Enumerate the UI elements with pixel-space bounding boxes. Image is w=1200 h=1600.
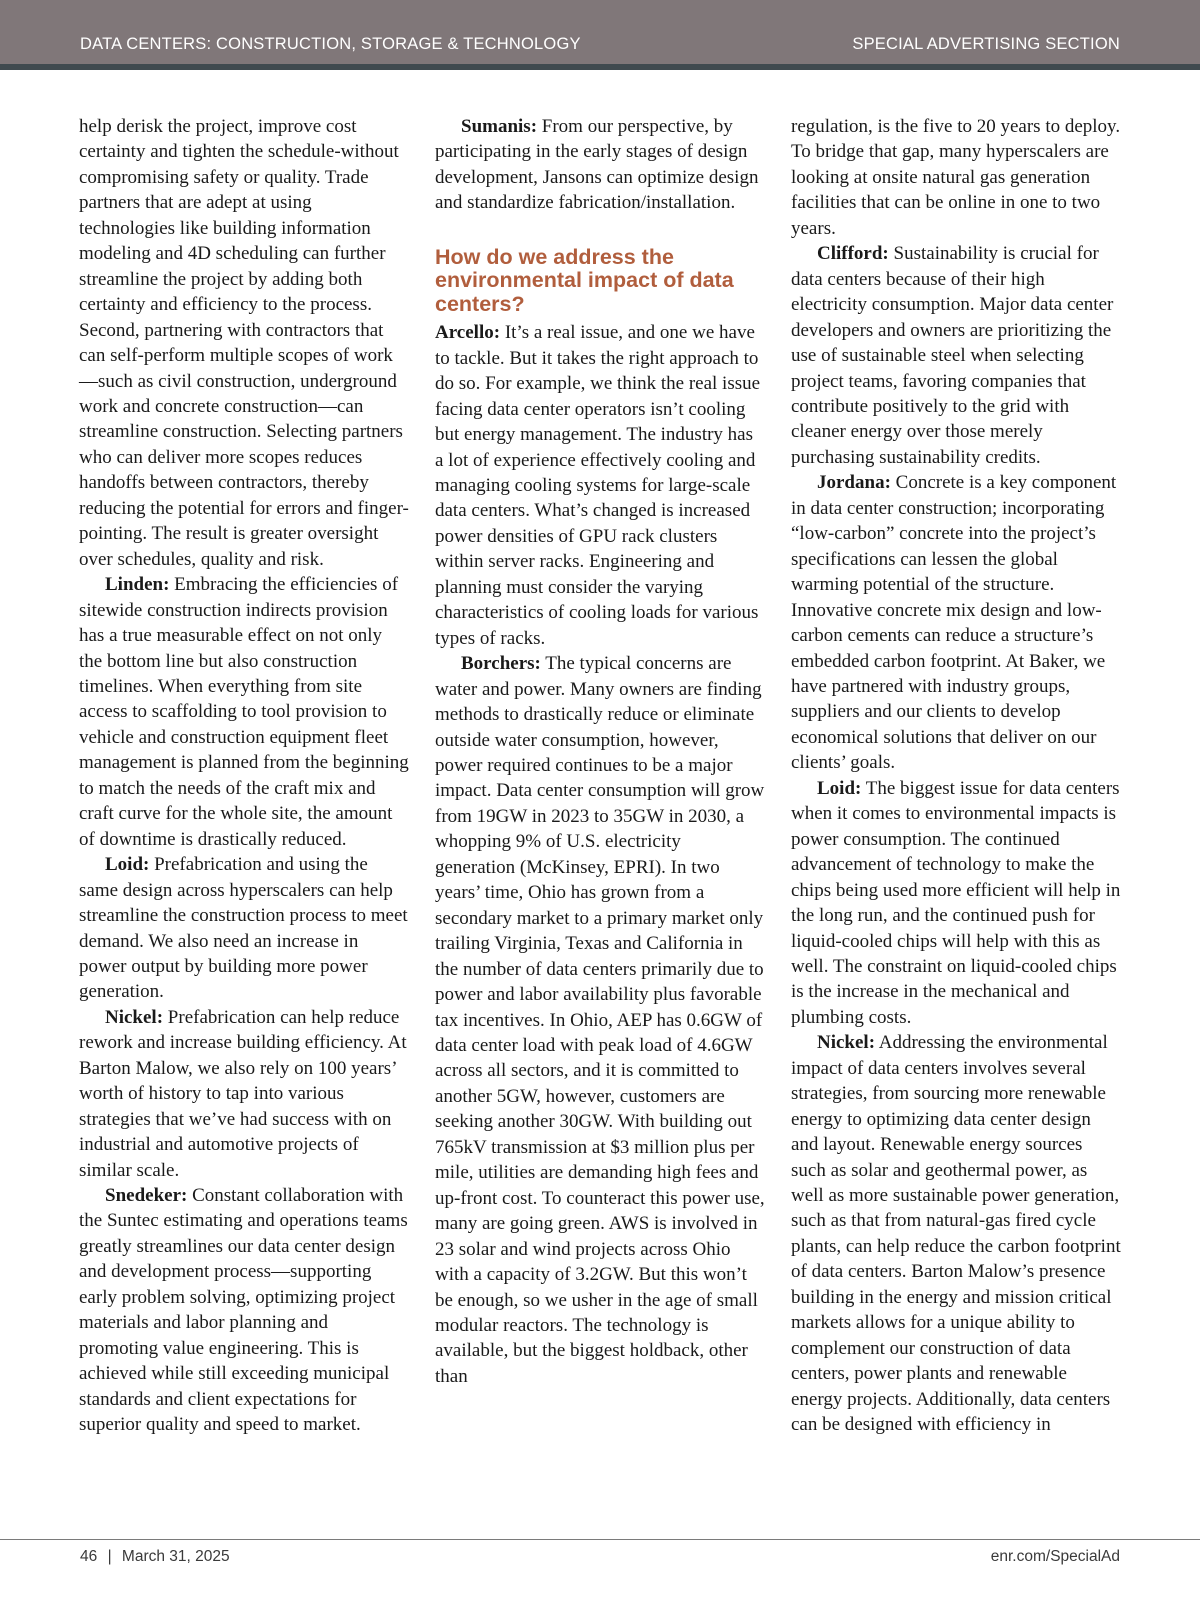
paragraph <box>79 1005 409 1183</box>
speaker-name: Borchers: <box>461 653 541 675</box>
section-title: DATA CENTERS: CONSTRUCTION, STORAGE & TECHNOLOGY <box>80 35 581 53</box>
paragraph-text: help derisk the project, improve cost certainty and tighten the schedule-without compromising safety or quality. Trade partners that are adept at using technologies like building information modeling and 4D scheduling can further streamline the project by adding both certainty and efficiency to the process. Second, partnering with contractors that can self-perform multiple scopes of work—such as civil construction, underground work and concrete construction—can streamline construction. Selecting partners who can deliver more scopes reduces handoffs between contractors, thereby reducing the potential for errors and finger-pointing. The result is greater oversight over schedules, quality and risk. <box>79 116 409 570</box>
paragraph-text: Prefabrication and using the same design across hyperscalers can help streamline the construction process to meet demand. We also need an increase in power output by building more power generation. <box>79 854 408 1003</box>
column-3 <box>791 114 1121 1438</box>
paragraph-text: Addressing the environmental impact of data centers involves several strategies, from sourcing more renewable energy to optimizing data center design and layout. Renewable energy sources such as solar and geothermal power, as well as more sustainable power generation, such as that from natural-gas fired cycle plants, can help reduce the carbon footprint of data centers. Barton Malow’s presence building in the energy and mission critical markets allows for a unique ability to complement our construction of data centers, power plants and renewable energy projects. Additionally, data centers can be designed with efficiency in <box>791 1032 1121 1436</box>
advertising-label: SPECIAL ADVERTISING SECTION <box>852 35 1120 53</box>
column-2 <box>435 114 765 1389</box>
paragraph <box>791 1030 1121 1437</box>
speaker-name: Linden: <box>105 574 170 596</box>
page-info <box>80 1548 230 1566</box>
paragraph <box>791 114 1121 241</box>
paragraph <box>79 1183 409 1438</box>
column-1 <box>79 114 409 1438</box>
paragraph-text: regulation, is the five to 20 years to deploy. To bridge that gap, many hyperscalers are looking at onsite natural gas generation facilities that can be online in one to two years. <box>791 116 1121 239</box>
header-divider <box>0 64 1200 70</box>
paragraph <box>79 572 409 852</box>
speaker-name: Nickel: <box>817 1032 876 1054</box>
paragraph <box>435 114 765 216</box>
paragraph <box>79 114 409 572</box>
footer-divider <box>0 1539 1200 1540</box>
paragraph-text: Concrete is a key component in data center construction; incorporating “low-carbon” concrete into the project’s specifications can lessen the global warming potential of the structure. Innovative concrete mix design and low-carbon cements can reduce a structure’s embedded carbon footprint. At Baker, we have partnered with industry groups, suppliers and our clients to develop economical solutions that deliver on our clients’ goals. <box>791 472 1117 774</box>
speaker-name: Loid: <box>817 777 862 799</box>
paragraph <box>79 852 409 1005</box>
speaker-name: Loid: <box>105 854 150 876</box>
speaker-name: Arcello: <box>435 322 501 344</box>
section-heading: How do we address the environmental impact of data centers? <box>435 244 734 316</box>
paragraph-text: The biggest issue for data centers when it comes to environmental impacts is power consumption. The continued advancement of technology to make the chips being used more efficient will help in the long run, and the continued push for liquid-cooled chips will help with this as well. The constraint on liquid-cooled chips is the increase in the mechanical and plumbing costs. <box>791 777 1121 1028</box>
paragraph-text: Constant collaboration with the Suntec estimating and operations teams greatly streamlines our data center design and development process—supporting early problem solving, optimizing project materials and labor planning and promoting value engineering. This is achieved while still exceeding municipal standards and client expectations for superior quality and speed to market. <box>79 1185 408 1436</box>
paragraph-text: It’s a real issue, and one we have to tackle. But it takes the right approach to do so. For example, we think the real issue facing data center operators isn’t cooling but energy management. The industry has a lot of experience effectively cooling and managing cooling systems for large-scale data centers. What’s changed is increased power densities of GPU rack clusters within server racks. Engineering and planning must consider the varying characteristics of cooling loads for various types of racks. <box>435 322 761 649</box>
paragraph-text: Sustainability is crucial for data centers because of their high electricity consumption. Major data center developers and owners are prioritizing the use of sustainable steel when selecting project teams, favoring companies that contribute positively to the grid with cleaner energy over those merely purchasing sustainability credits. <box>791 243 1114 468</box>
paragraph-text: Prefabrication can help reduce rework and increase building efficiency. At Barton Malow, we also rely on 100 years’ worth of history to tap into various strategies that we’ve had success with on industrial and automotive projects of similar scale. <box>79 1006 407 1181</box>
speaker-name: Sumanis: <box>461 116 538 137</box>
paragraph <box>791 241 1121 470</box>
footer-separator: | <box>107 1548 112 1565</box>
paragraph <box>791 470 1121 775</box>
issue-date: March 31, 2025 <box>121 1548 230 1565</box>
speaker-name: Clifford: <box>817 243 889 265</box>
paragraph-text: Embracing the efficiencies of sitewide construction indirects provision has a true measurable effect on not only the bottom line but also construction timelines. When everything from site access to scaffolding to tool provision to vehicle and construction equipment fleet management is planned from the beginning to match the needs of the craft mix and craft curve for the whole site, the amount of downtime is drastically reduced. <box>79 574 409 850</box>
paragraph <box>435 651 765 1389</box>
footer-url: enr.com/SpecialAd <box>990 1548 1120 1565</box>
paragraph <box>435 320 765 651</box>
speaker-name: Snedeker: <box>105 1185 188 1207</box>
paragraph-text: From our perspective, by participating in the early stages of design development, Jansons can optimize design and standardize fabrication/installation. <box>435 116 759 214</box>
page-number: 46 <box>80 1548 98 1565</box>
paragraph <box>791 776 1121 1031</box>
speaker-name: Nickel: <box>105 1006 164 1028</box>
paragraph-text: The typical concerns are water and power. Many owners are finding methods to drastically reduce or eliminate outside water consumption, however, power required continues to be a major impact. Data center consumption will grow from 19GW in 2023 to 35GW in 2030, a whopping 9% of U.S. electricity generation (McKinsey, EPRI). In two years’ time, Ohio has grown from a secondary market to a primary market only trailing Virginia, Texas and California in the number of data centers primarily due to power and labor availability plus favorable tax incentives. In Ohio, AEP has 0.6GW of data center load with peak load of 4.6GW across all sectors, and it is committed to another 5GW, however, customers are seeking another 30GW. With building out 765kV transmission at $3 million plus per mile, utilities are demanding high fees and up-front cost. To counteract this power use, many are going green. AWS is involved in 23 solar and wind projects across Ohio with a capacity of 3.2GW. But this won’t be enough, so we usher in the age of small modular reactors. The technology is available, but the biggest holdback, other than <box>435 653 765 1387</box>
section-header-bar <box>0 0 1200 64</box>
speaker-name: Jordana: <box>817 472 891 494</box>
